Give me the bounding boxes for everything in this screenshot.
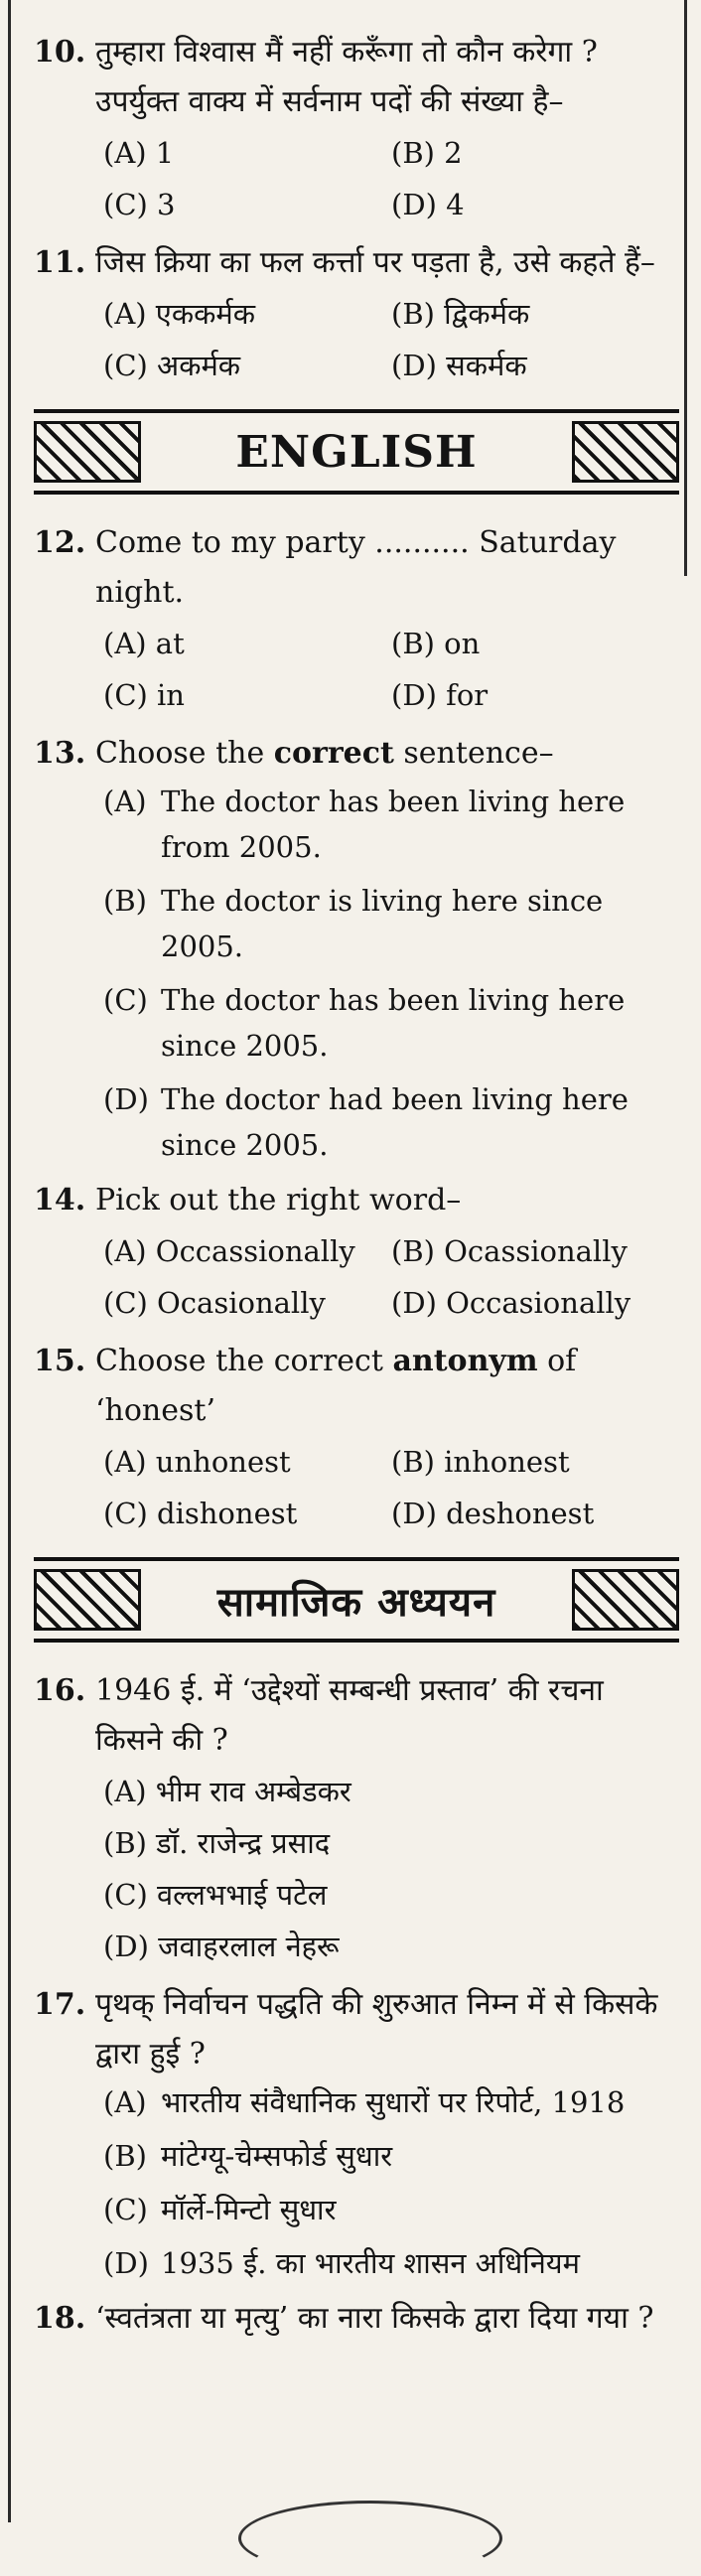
hatch-decoration-icon [34, 1569, 141, 1631]
question-18 [34, 2294, 679, 2344]
option-a: (A) unhonest [103, 1445, 291, 1479]
question-17 [34, 1980, 679, 2286]
option-d: (D) सकर्मक [391, 349, 527, 382]
option-b: (B) मांटेग्यू-चेम्सफोर्ड सुधार [103, 2139, 393, 2173]
question-number: 17. [34, 1987, 86, 2022]
question-text: Choose the correct sentence– [95, 736, 554, 771]
option-b: (B) द्विकर्मक [391, 297, 530, 331]
option-b: (B) Ocassionally [391, 1234, 628, 1268]
option-d: (D) for [391, 678, 489, 712]
option-a: (A) at [103, 627, 185, 660]
option-b: (B) डॉ. राजेन्द्र प्रसाद [103, 1826, 331, 1860]
question-text: Choose the correct antonym of ‘honest’ [95, 1344, 577, 1428]
option-b: (B) The doctor is living here since 2005. [103, 884, 604, 963]
section-title: सामाजिक अध्ययन [216, 1578, 496, 1626]
option-c: (C) अकर्मक [103, 349, 241, 382]
hatch-decoration-icon [34, 421, 141, 483]
option-d: (D) 1935 ई. का भारतीय शासन अधिनियम [103, 2246, 580, 2280]
question-number: 10. [34, 35, 86, 70]
question-number: 14. [34, 1183, 86, 1217]
option-c: (C) in [103, 678, 185, 712]
question-text: 1946 ई. में ‘उद्देश्यों सम्बन्धी प्रस्ताव’ की रचना किसने की ? [95, 1673, 604, 1758]
question-13 [34, 729, 679, 1168]
question-15 [34, 1337, 679, 1539]
option-d: (D) deshonest [391, 1497, 595, 1530]
question-text: Pick out the right word– [95, 1183, 462, 1217]
option-a: (A) Occassionally [103, 1234, 355, 1268]
question-12 [34, 518, 679, 721]
option-a: (A) 1 [103, 136, 175, 170]
question-number: 18. [34, 2301, 86, 2336]
option-a: (A) भीम राव अम्बेडकर [103, 1775, 351, 1808]
option-b: (B) inhonest [391, 1445, 570, 1479]
option-c: (C) वल्लभभाई पटेल [103, 1878, 328, 1912]
question-11 [34, 238, 679, 391]
section-title: ENGLISH [235, 426, 478, 478]
option-b: (B) on [391, 627, 481, 660]
option-d: (D) The doctor had been living here since 2005. [103, 1082, 629, 1162]
question-text: Come to my party .......... Saturday night. [95, 525, 617, 610]
question-text: पृथक् निर्वाचन पद्धति की शुरुआत निम्न में से किसके द्वारा हुई ? [95, 1987, 658, 2072]
left-column-rule [8, 0, 11, 2522]
option-c: (C) dishonest [103, 1497, 298, 1530]
question-text: ‘स्वतंत्रता या मृत्यु’ का नारा किसके द्वारा दिया गया ? [95, 2301, 654, 2336]
section-banner-english [34, 409, 679, 495]
option-d: (D) Occasionally [391, 1286, 631, 1320]
option-d: (D) 4 [391, 188, 465, 221]
question-number: 16. [34, 1673, 86, 1708]
option-a: (A) एककर्मक [103, 297, 255, 331]
question-text: तुम्हारा विश्वास मैं नहीं करूँगा तो कौन करेगा ? उपर्युक्त वाक्य में सर्वनाम पदों की संख्या है– [95, 35, 598, 119]
option-d: (D) जवाहरलाल नेहरू [103, 1930, 340, 1963]
question-number: 12. [34, 525, 86, 560]
option-a: (A) भारतीय संवैधानिक सुधारों पर रिपोर्ट, 1918 [103, 2085, 626, 2119]
hatch-decoration-icon [572, 1569, 679, 1631]
question-number: 15. [34, 1344, 86, 1378]
option-c: (C) मॉर्ले-मिन्टो सुधार [103, 2193, 337, 2226]
right-column-rule [684, 0, 687, 576]
question-16 [34, 1666, 679, 1972]
option-c: (C) The doctor has been living here since 2005. [103, 983, 626, 1063]
option-c: (C) Ocasionally [103, 1286, 326, 1320]
option-a: (A) The doctor has been living here from 2005. [103, 785, 626, 864]
question-number: 13. [34, 736, 86, 771]
question-column [34, 28, 679, 2352]
option-c: (C) 3 [103, 188, 176, 221]
question-number: 11. [34, 245, 86, 280]
question-14 [34, 1176, 679, 1329]
page-footer-arc [238, 2501, 502, 2576]
hatch-decoration-icon [572, 421, 679, 483]
option-b: (B) 2 [391, 136, 463, 170]
question-10 [34, 28, 679, 230]
section-banner-social-studies [34, 1557, 679, 1643]
question-text: जिस क्रिया का फल कर्त्ता पर पड़ता है, उसे कहते हैं– [95, 245, 655, 280]
